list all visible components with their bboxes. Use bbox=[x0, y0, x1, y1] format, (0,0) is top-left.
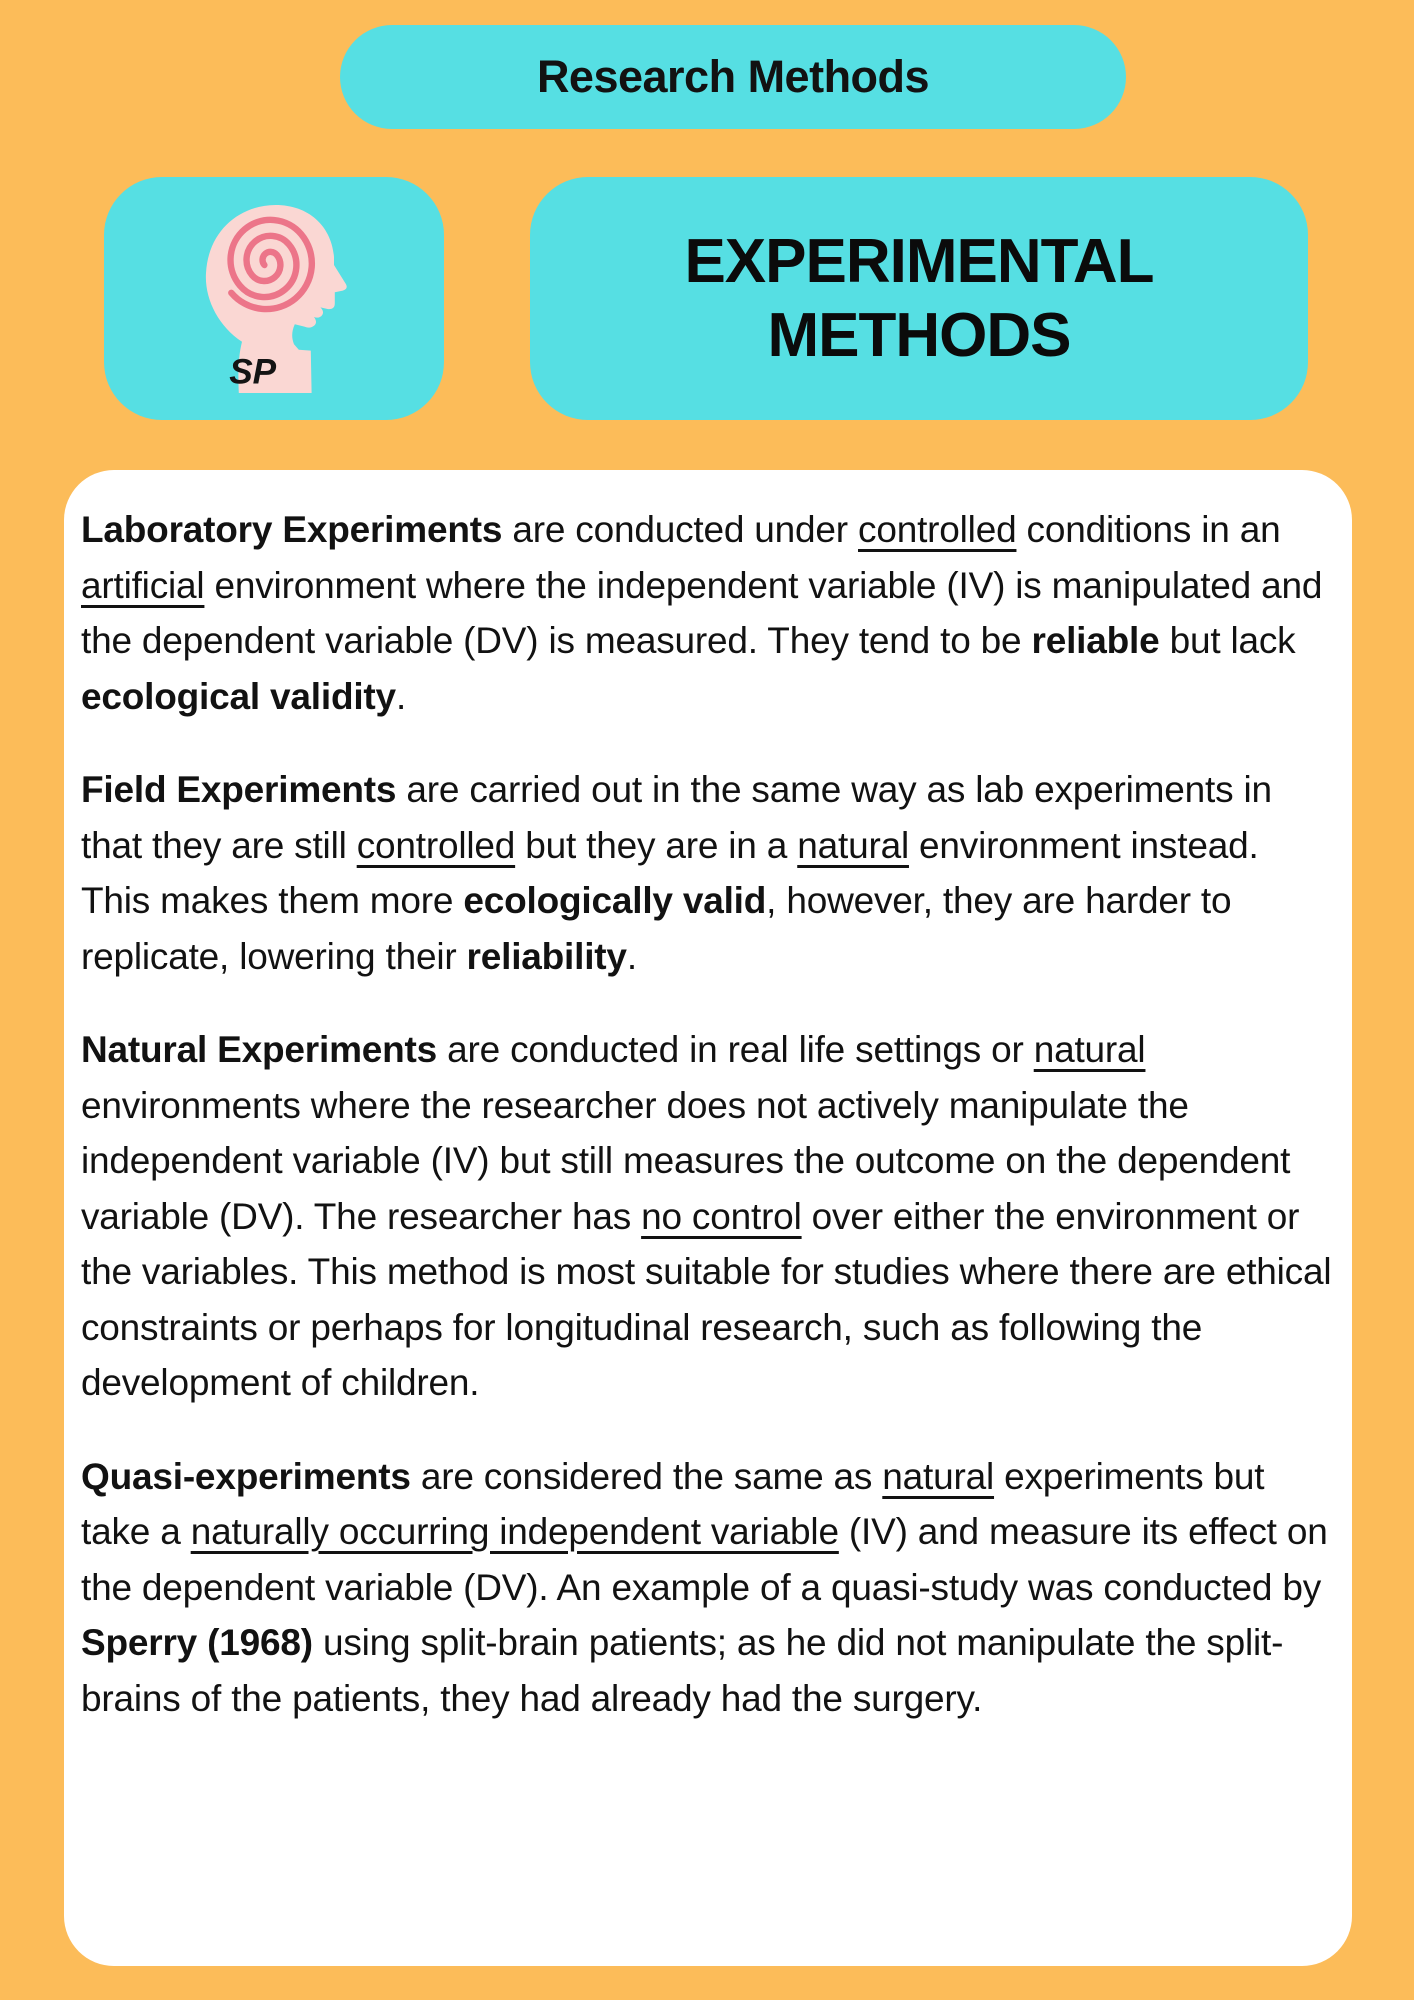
underlined-text: no control bbox=[641, 1195, 802, 1237]
head-spiral-icon bbox=[194, 198, 354, 396]
head-silhouette bbox=[206, 205, 347, 393]
emphasis-text: Quasi-experiments bbox=[81, 1455, 411, 1497]
body-text: are conducted in real life settings or bbox=[437, 1029, 1034, 1070]
body-text: using split-brain patients; as he did not manipulate the split-brains of the patients, they had already had the surgery. bbox=[81, 1622, 1284, 1719]
body-text: . bbox=[395, 675, 407, 717]
emphasis-text: reliable bbox=[1031, 620, 1160, 661]
body-text: , however, they are harder to replicate, lowering their bbox=[81, 880, 1232, 977]
emphasis-text: ecologically valid bbox=[463, 880, 767, 921]
emphasis-text: Natural Experiments bbox=[81, 1029, 438, 1070]
body-text: but lack bbox=[1159, 620, 1296, 661]
content-card bbox=[64, 470, 1352, 1966]
underlined-text: controlled bbox=[356, 824, 516, 866]
body-text: but they are in a bbox=[515, 824, 798, 866]
body-text: . bbox=[626, 935, 637, 977]
page-title: EXPERIMENTAL METHODS bbox=[684, 227, 1154, 370]
card-paragraph bbox=[81, 502, 1332, 724]
card-paragraph bbox=[81, 1449, 1332, 1727]
underlined-text: naturally occurring independent variable bbox=[190, 1511, 839, 1552]
body-text: over either the environment or the variables. This method is most suitable for studies where there are ethical constraints or perhaps for longitudinal research, such as following the development of children. bbox=[81, 1195, 1332, 1403]
header-badge bbox=[340, 25, 1126, 129]
body-text: environments where the researcher does not actively manipulate the independent variable (IV) but still measures the outcome on the dependent variable (DV). The researcher has bbox=[81, 1084, 1291, 1237]
logo-box bbox=[104, 177, 444, 420]
underlined-text: natural bbox=[1033, 1029, 1146, 1070]
card-paragraphs bbox=[81, 502, 1332, 1726]
body-text: (IV) and measure its effect on the dependent variable (DV). An example of a quasi-study was conducted by bbox=[81, 1511, 1328, 1608]
body-text: experiments but take a bbox=[81, 1455, 1265, 1552]
body-text: are considered the same as bbox=[410, 1455, 883, 1497]
card-paragraph bbox=[81, 1022, 1332, 1411]
underlined-text: natural bbox=[797, 824, 909, 866]
header-badge-label: Research Methods bbox=[536, 51, 930, 102]
body-text: are conducted under bbox=[502, 509, 859, 550]
logo-initials: SP bbox=[229, 352, 277, 392]
underlined-text: artificial bbox=[81, 564, 205, 606]
emphasis-text: Laboratory Experiments bbox=[81, 509, 503, 550]
emphasis-text: Field Experiments bbox=[81, 769, 397, 810]
body-text: environment instead. This makes them more bbox=[81, 824, 1259, 921]
emphasis-text: ecological validity bbox=[81, 675, 396, 717]
body-text: are carried out in the same way as lab experiments in that they are still bbox=[81, 769, 1272, 866]
body-text: conditions in an bbox=[1016, 509, 1281, 550]
card-paragraph bbox=[81, 762, 1332, 984]
emphasis-text: reliability bbox=[466, 935, 627, 977]
body-text: environment where the independent variable (IV) is manipulated and the dependent variable (DV) is measured. They tend to be bbox=[81, 564, 1323, 661]
underlined-text: controlled bbox=[858, 509, 1017, 550]
title-box bbox=[530, 177, 1308, 420]
emphasis-text: Sperry (1968) bbox=[81, 1622, 313, 1663]
underlined-text: natural bbox=[882, 1455, 995, 1497]
